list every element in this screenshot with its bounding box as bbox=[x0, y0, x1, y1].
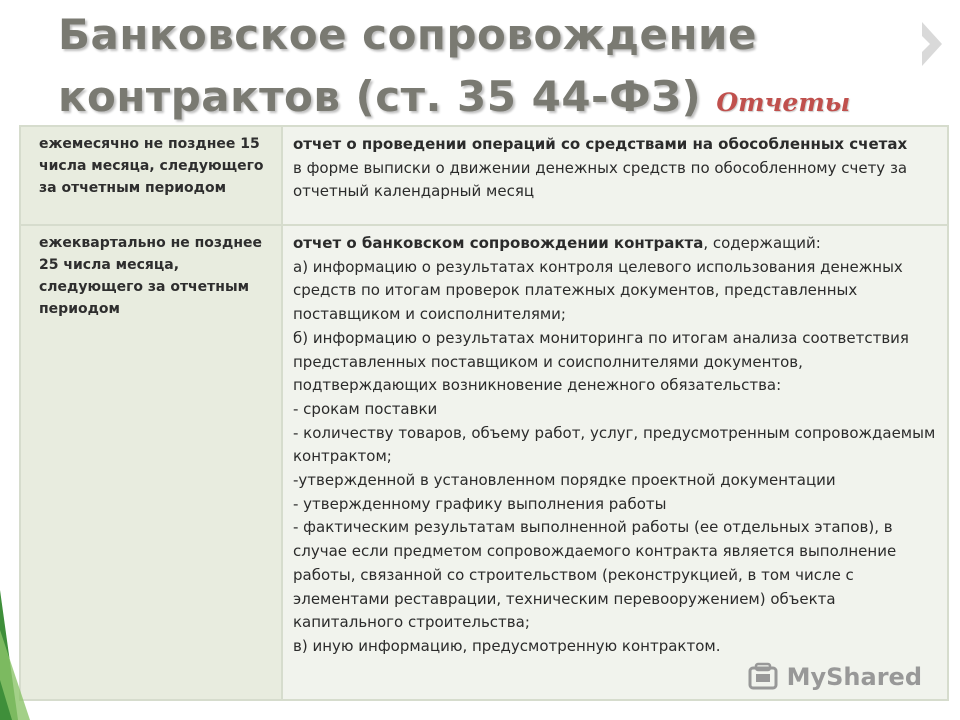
title-line-2-text: контрактов (ст. 35 44-ФЗ) bbox=[58, 72, 702, 121]
title-line-1: Банковское сопровождение bbox=[58, 10, 757, 59]
report-line: - фактическим результатам выполненной работы (ее отдельных этапов), в случае если предметом сопровождаемого контракта является выполнение работы, связанной со строительством (реконструкцией, в том числе с элементами реставрации, техническим перевооружением) объекта капитального строительства; bbox=[293, 518, 897, 632]
myshared-watermark bbox=[747, 662, 922, 692]
myshared-logo-icon bbox=[747, 662, 781, 692]
report-line: б) информацию о результатах мониторинга по итогам анализа соответствия представленных поставщиком и соисполнителями документов, подтверждающих возникновение денежного обязательства: bbox=[293, 328, 909, 395]
slide-subtitle: Отчеты bbox=[716, 88, 851, 117]
report-line: - срокам поставки bbox=[293, 399, 438, 418]
title-line-2 bbox=[58, 66, 918, 134]
report-period-cell: ежемесячно не позднее 15 числа месяца, следующего за отчетным периодом bbox=[20, 126, 282, 225]
report-line: - количеству товаров, объему работ, услуг, предусмотренным сопровождаемым контрактом; bbox=[293, 423, 936, 466]
report-description-cell bbox=[282, 225, 948, 700]
slide-title bbox=[58, 4, 918, 134]
table-row bbox=[20, 126, 948, 225]
corner-decoration bbox=[0, 590, 30, 720]
report-description-cell bbox=[282, 126, 948, 225]
report-line: в форме выписки о движении денежных средств по обособленному счету за отчетный календарный месяц bbox=[293, 158, 908, 201]
watermark-text: MyShared bbox=[786, 663, 922, 691]
report-line: - утвержденному графику выполнения работы bbox=[293, 494, 667, 513]
reports-table bbox=[19, 125, 949, 701]
table-row bbox=[20, 225, 948, 700]
report-heading-line bbox=[293, 232, 939, 256]
report-line: в) иную информацию, предусмотренную контрактом. bbox=[293, 636, 721, 655]
report-period-cell: ежеквартально не позднее 25 числа месяца, следующего за отчетным периодом bbox=[20, 225, 282, 700]
report-heading: отчет о проведении операций со средствами на обособленных счетах bbox=[293, 135, 908, 153]
slide-arrow-icon bbox=[918, 22, 942, 66]
report-heading-suffix: , содержащий: bbox=[703, 234, 821, 252]
report-line: -утвержденной в установленном порядке проектной документации bbox=[293, 471, 836, 490]
report-heading: отчет о банковском сопровождении контракта bbox=[293, 234, 704, 252]
report-line: а) информацию о результатах контроля целевого использования денежных средств по итогам проверок платежных документов, представленных поставщиком и соисполнителями; bbox=[293, 257, 903, 324]
